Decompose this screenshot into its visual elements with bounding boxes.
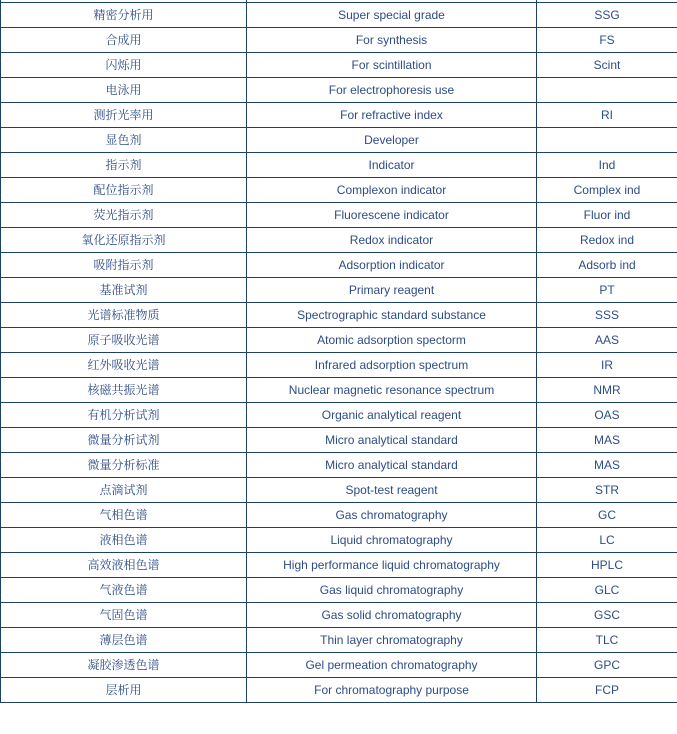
cell-abbreviation: GC [537, 502, 677, 527]
cell-english-term: Spot-test reagent [247, 477, 537, 502]
table-row [1, 502, 677, 527]
cell-chinese-term: 有机分析试剂 [1, 402, 247, 427]
table-row [1, 677, 677, 702]
cell-abbreviation: NMR [537, 377, 677, 402]
cell-chinese-term: 气固色谱 [1, 602, 247, 627]
cell-abbreviation: MAS [537, 427, 677, 452]
table-row [1, 577, 677, 602]
cell-english-term: Spectrographic standard substance [247, 302, 537, 327]
cell-abbreviation: IR [537, 352, 677, 377]
cell-chinese-term: 氧化还原指示剂 [1, 227, 247, 252]
cell-chinese-term: 荧光指示剂 [1, 202, 247, 227]
table-row [1, 652, 677, 677]
table-row [1, 602, 677, 627]
cell-chinese-term: 配位指示剂 [1, 177, 247, 202]
cell-abbreviation: Adsorb ind [537, 252, 677, 277]
cell-abbreviation: SSG [537, 2, 677, 27]
table-row [1, 127, 677, 152]
cell-chinese-term: 核磁共振光谱 [1, 377, 247, 402]
cell-abbreviation: MAS [537, 452, 677, 477]
cell-chinese-term: 显色剂 [1, 127, 247, 152]
table-row [1, 177, 677, 202]
cell-english-term: For chromatography purpose [247, 677, 537, 702]
cell-chinese-term: 气液色谱 [1, 577, 247, 602]
cell-chinese-term: 电泳用 [1, 77, 247, 102]
cell-english-term: Nuclear magnetic resonance spectrum [247, 377, 537, 402]
glossary-table-body [1, 0, 677, 702]
table-row [1, 402, 677, 427]
cell-abbreviation: STR [537, 477, 677, 502]
cell-english-term: Infrared adsorption spectrum [247, 352, 537, 377]
cell-english-term: Micro analytical standard [247, 427, 537, 452]
table-row [1, 2, 677, 27]
cell-chinese-term: 红外吸收光谱 [1, 352, 247, 377]
cell-english-term: For scintillation [247, 52, 537, 77]
cell-abbreviation: RI [537, 102, 677, 127]
table-row [1, 277, 677, 302]
cell-abbreviation: Redox ind [537, 227, 677, 252]
cell-abbreviation: OAS [537, 402, 677, 427]
cell-chinese-term: 液相色谱 [1, 527, 247, 552]
cell-chinese-term: 精密分析用 [1, 2, 247, 27]
table-row [1, 302, 677, 327]
cell-english-term: For electrophoresis use [247, 77, 537, 102]
cell-english-term: Adsorption indicator [247, 252, 537, 277]
table-row [1, 552, 677, 577]
cell-english-term: Gas liquid chromatography [247, 577, 537, 602]
cell-chinese-term: 气相色谱 [1, 502, 247, 527]
table-row [1, 202, 677, 227]
cell-english-term: Liquid chromatography [247, 527, 537, 552]
cell-english-term: Micro analytical standard [247, 452, 537, 477]
cell-chinese-term: 微量分析标准 [1, 452, 247, 477]
cell-abbreviation: PT [537, 277, 677, 302]
cell-english-term: Thin layer chromatography [247, 627, 537, 652]
table-row [1, 252, 677, 277]
cell-abbreviation: TLC [537, 627, 677, 652]
cell-abbreviation: GLC [537, 577, 677, 602]
cell-english-term: Redox indicator [247, 227, 537, 252]
table-row [1, 227, 677, 252]
cell-english-term: For refractive index [247, 102, 537, 127]
cell-chinese-term: 原子吸收光谱 [1, 327, 247, 352]
cell-chinese-term: 光谱标准物质 [1, 302, 247, 327]
cell-chinese-term: 薄层色谱 [1, 627, 247, 652]
cell-abbreviation: Complex ind [537, 177, 677, 202]
cell-english-term: Organic analytical reagent [247, 402, 537, 427]
table-row [1, 102, 677, 127]
cell-chinese-term: 测折光率用 [1, 102, 247, 127]
cell-english-term: Primary reagent [247, 277, 537, 302]
cell-chinese-term: 高效液相色谱 [1, 552, 247, 577]
cell-abbreviation: FS [537, 27, 677, 52]
table-row [1, 152, 677, 177]
cell-abbreviation: Scint [537, 52, 677, 77]
table-row [1, 327, 677, 352]
cell-english-term: Complexon indicator [247, 177, 537, 202]
cell-abbreviation: FCP [537, 677, 677, 702]
table-row [1, 52, 677, 77]
cell-english-term: Gas chromatography [247, 502, 537, 527]
cell-abbreviation: GPC [537, 652, 677, 677]
cell-abbreviation: SSS [537, 302, 677, 327]
table-row [1, 452, 677, 477]
table-row [1, 427, 677, 452]
table-row [1, 352, 677, 377]
cell-english-term: Atomic adsorption spectorm [247, 327, 537, 352]
cell-abbreviation [537, 77, 677, 102]
cell-english-term: Gas solid chromatography [247, 602, 537, 627]
table-row [1, 27, 677, 52]
cell-abbreviation: LC [537, 527, 677, 552]
cell-chinese-term: 层析用 [1, 677, 247, 702]
cell-chinese-term: 微量分析试剂 [1, 427, 247, 452]
cell-abbreviation: Ind [537, 152, 677, 177]
cell-english-term: For synthesis [247, 27, 537, 52]
cell-english-term: Super special grade [247, 2, 537, 27]
cell-chinese-term: 点滴试剂 [1, 477, 247, 502]
cell-abbreviation: GSC [537, 602, 677, 627]
cell-abbreviation: HPLC [537, 552, 677, 577]
cell-abbreviation: Fluor ind [537, 202, 677, 227]
table-row [1, 77, 677, 102]
cell-chinese-term: 合成用 [1, 27, 247, 52]
cell-abbreviation [537, 127, 677, 152]
cell-chinese-term: 基准试剂 [1, 277, 247, 302]
cell-english-term: Fluorescene indicator [247, 202, 537, 227]
table-row [1, 377, 677, 402]
cell-english-term: Gel permeation chromatography [247, 652, 537, 677]
table-row [1, 527, 677, 552]
cell-english-term: Indicator [247, 152, 537, 177]
cell-english-term: Developer [247, 127, 537, 152]
table-row [1, 627, 677, 652]
cell-chinese-term: 吸附指示剂 [1, 252, 247, 277]
cell-english-term: High performance liquid chromatography [247, 552, 537, 577]
cell-abbreviation: AAS [537, 327, 677, 352]
cell-chinese-term: 凝胶渗透色谱 [1, 652, 247, 677]
cell-chinese-term: 指示剂 [1, 152, 247, 177]
table-row [1, 477, 677, 502]
cell-chinese-term: 闪烁用 [1, 52, 247, 77]
